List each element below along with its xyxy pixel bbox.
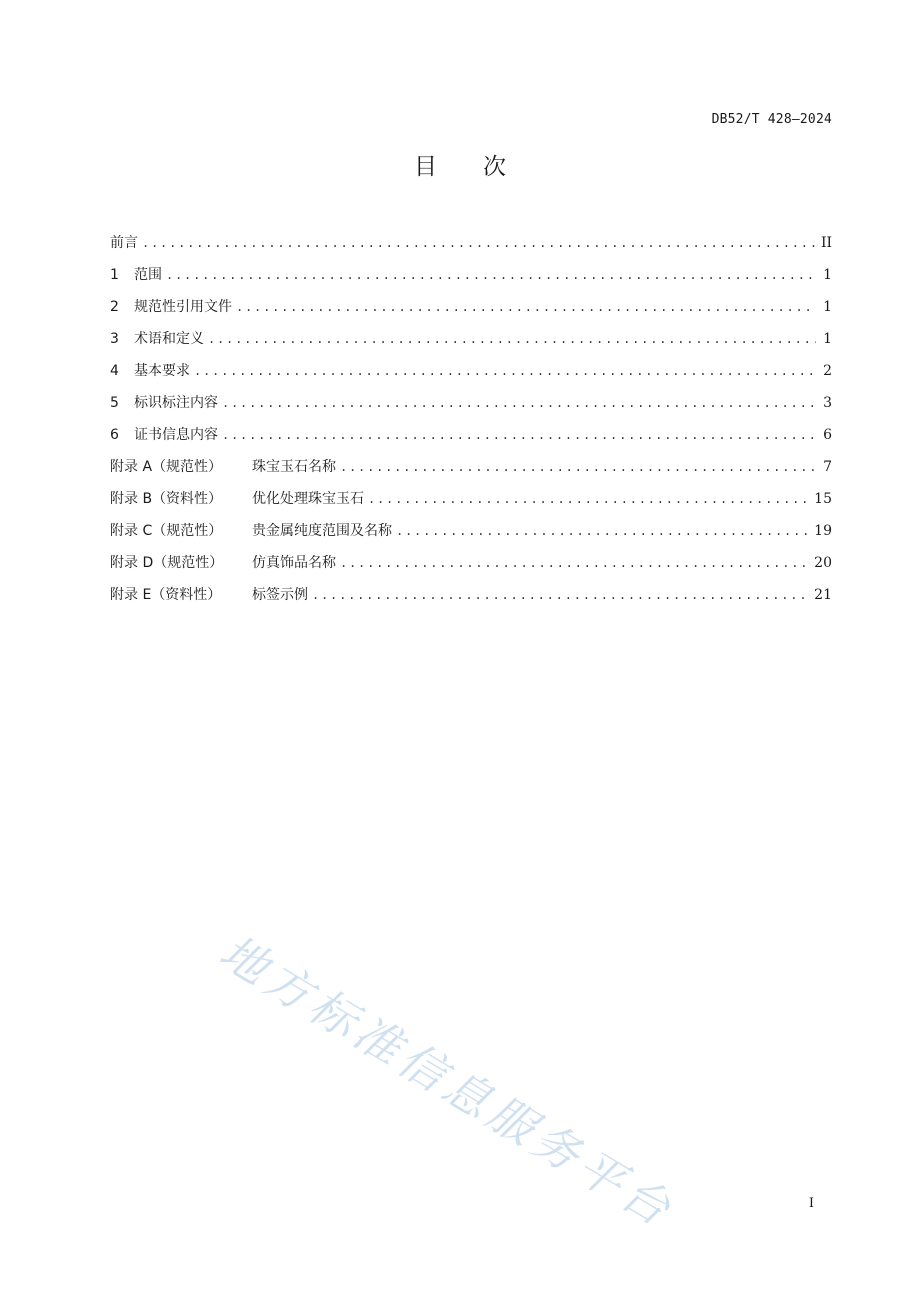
toc-entry-label: 标签示例 <box>252 587 308 603</box>
toc-leader-dots <box>340 457 816 477</box>
toc-entry-1[interactable] <box>110 264 832 296</box>
toc-entry-label: 贵金属纯度范围及名称 <box>252 523 392 539</box>
toc-leader-dots <box>222 393 816 413</box>
toc-entry-appendix-a[interactable] <box>110 456 832 488</box>
toc-entry-page: 1 <box>823 299 832 315</box>
toc-appendix-tag: 附录 D（规范性） <box>110 555 224 571</box>
toc-entry-3[interactable] <box>110 328 832 360</box>
toc-entry-label: 范围 <box>134 267 162 283</box>
toc-leader-dots <box>236 297 816 317</box>
toc-leader-dots <box>340 553 808 573</box>
toc-entry-number: 5 <box>110 395 119 411</box>
toc-title <box>0 148 920 181</box>
page-number: I <box>808 1196 814 1211</box>
toc-entry-number: 6 <box>110 427 119 443</box>
toc-title-left: 目 <box>414 154 437 180</box>
toc-leader-dots <box>368 489 808 509</box>
toc-entry-appendix-c[interactable] <box>110 520 832 552</box>
toc-appendix-tag: 附录 A（规范性） <box>110 459 223 475</box>
toc-entry-5[interactable] <box>110 392 832 424</box>
toc-entry-page: 7 <box>823 459 832 475</box>
toc-leader-dots <box>194 361 816 381</box>
toc-entry-page: 19 <box>814 523 832 539</box>
toc-entry-page: 15 <box>814 491 832 507</box>
toc-entry-6[interactable] <box>110 424 832 456</box>
toc-entry-label: 前言 <box>110 235 138 251</box>
toc-entry-page: 21 <box>814 587 832 603</box>
toc-appendix-tag: 附录 C（规范性） <box>110 523 223 539</box>
toc-entry-appendix-e[interactable] <box>110 584 832 616</box>
toc-leader-dots <box>208 329 816 349</box>
toc-entry-label: 珠宝玉石名称 <box>252 459 336 475</box>
toc-entry-page: 1 <box>823 267 832 283</box>
toc-leader-dots <box>222 425 816 445</box>
toc-entry-page: 2 <box>823 363 832 379</box>
toc-entry-page: 6 <box>823 427 832 443</box>
toc-entry-page: 1 <box>823 331 832 347</box>
toc-entry-foreword[interactable] <box>110 232 832 264</box>
toc-entry-number: 2 <box>110 299 119 315</box>
toc-entry-label: 证书信息内容 <box>134 427 218 443</box>
document-code: DB52/T 428—2024 <box>711 112 832 127</box>
toc-entry-label: 术语和定义 <box>134 331 204 347</box>
toc-entry-label: 基本要求 <box>134 363 190 379</box>
toc-entry-page: II <box>820 235 832 251</box>
toc-entry-appendix-b[interactable] <box>110 488 832 520</box>
toc-entry-label: 优化处理珠宝玉石 <box>252 491 364 507</box>
toc-entry-page: 3 <box>823 395 832 411</box>
toc-entry-number: 3 <box>110 331 119 347</box>
toc-leader-dots <box>166 265 816 285</box>
toc-leader-dots <box>142 233 815 253</box>
toc-title-right: 次 <box>483 154 506 180</box>
toc-entry-appendix-d[interactable] <box>110 552 832 584</box>
toc-entry-2[interactable] <box>110 296 832 328</box>
toc-appendix-tag: 附录 E（资料性） <box>110 587 222 603</box>
toc-entry-label: 仿真饰品名称 <box>252 555 336 571</box>
toc-appendix-tag: 附录 B（资料性） <box>110 491 223 507</box>
toc-entry-label: 标识标注内容 <box>134 395 218 411</box>
toc-leader-dots <box>312 585 808 605</box>
toc-entry-4[interactable] <box>110 360 832 392</box>
toc-leader-dots <box>396 521 808 541</box>
toc-entry-number: 4 <box>110 363 119 379</box>
toc-entry-number: 1 <box>110 267 119 283</box>
watermark: 地方标准信息服务平台 <box>210 924 685 1239</box>
table-of-contents <box>110 232 832 616</box>
toc-entry-page: 20 <box>814 555 832 571</box>
toc-entry-label: 规范性引用文件 <box>134 299 232 315</box>
